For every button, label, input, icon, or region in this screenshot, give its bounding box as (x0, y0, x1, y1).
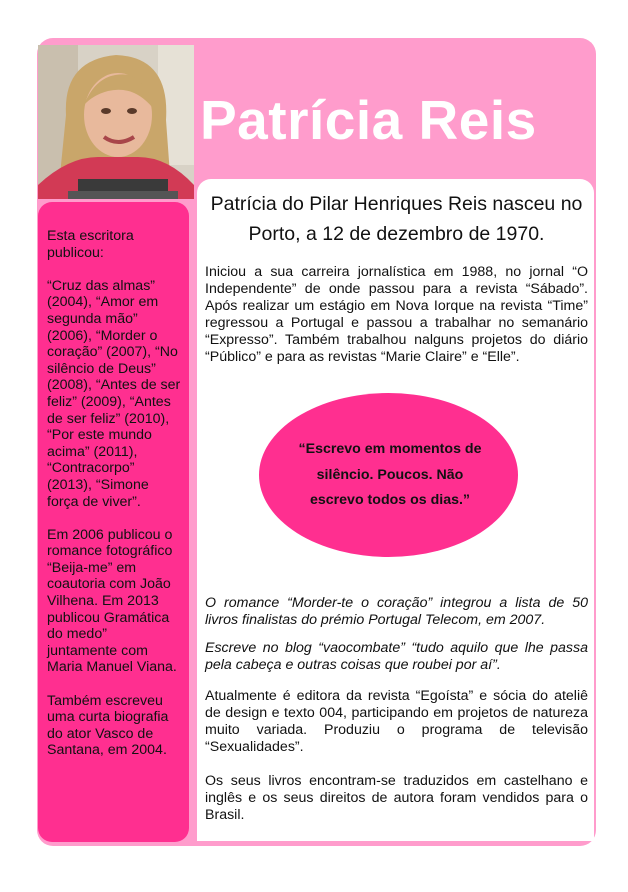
sidebar-works: “Cruz das almas” (2004), “Amor em segunda mão” (2006), “Morder o coração” (2007), “No silêncio de Deus” (2008), “Antes de ser feliz” (2009), “Antes de ser feliz” (2010), “Por este mundo acima” (2011), “Contracorpo” (2013), “Simone força de viver”. (47, 277, 181, 510)
portrait-image (38, 45, 194, 199)
page-title: Patrícia Reis (200, 89, 537, 151)
sidebar-biography: Também escreveu uma curta biografia do ator Vasco de Santana, em 2004. (47, 692, 169, 759)
sidebar-intro: Esta escritora publicou: (47, 228, 134, 261)
translations-paragraph: Os seus livros encontram-se traduzidos em castelhano e inglês e os seus direitos de autora foram vendidos para o Brasil. (205, 773, 588, 823)
quote-text: “Escrevo em momentos de silêncio. Poucos. Não escrevo todos os dias.” (298, 441, 482, 508)
career-paragraph: Iniciou a sua carreira jornalística em 1988, no jornal “O Independente” de onde passou para a revista “Sábado”. Após realizar um estágio em Nova Iorque na revista “Time” regressou a Portugal e passou a trabalhar no semanário “Expresso”. Também trabalhou nalguns projetos do diário “Público” e para as revistas “Marie Claire” e “Elle”. (205, 264, 588, 365)
headline: Patrícia do Pilar Henriques Reis nasceu no Porto, a 12 de dezembro de 1970. (210, 193, 583, 245)
current-paragraph: Atualmente é editora da revista “Egoísta” e sócia do ateliê de design e texto 004, participando em projetos de natureza muito variada. Produziu o programa de televisão “Sexualidades”. (205, 688, 588, 755)
blog-paragraph: Escreve no blog “vaocombate” “tudo aquilo que lhe passa pela cabeça e outras coisas que roubei por aí”. (205, 640, 588, 673)
sidebar-photobook: Em 2006 publicou o romance fotográfico “Beija-me” em coautoria com João Vilhena. Em 2013 publicou Gramática do medo” juntamente com Maria Manuel Viana. (47, 526, 177, 676)
author-photo (38, 45, 194, 199)
sidebar-text (47, 228, 181, 776)
award-paragraph: O romance “Morder-te o coração” integrou a lista de 50 livros finalistas do prémio Portugal Telecom, em 2007. (205, 595, 588, 628)
